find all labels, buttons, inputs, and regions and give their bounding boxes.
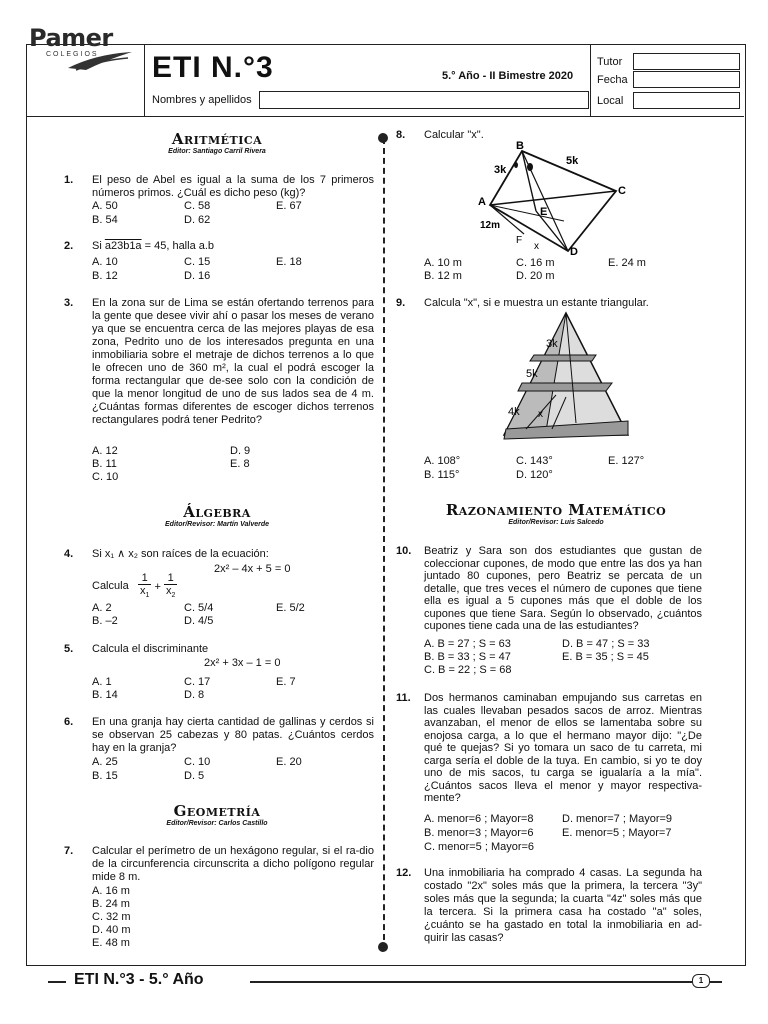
option[interactable]: E. 67 — [276, 200, 302, 212]
equation: 2x² + 3x – 1 = 0 — [204, 657, 281, 669]
equation: 2x² – 4x + 5 = 0 — [214, 563, 291, 575]
option[interactable]: C. 15 — [184, 256, 211, 268]
option[interactable]: E. 20 — [276, 756, 302, 768]
section-algebra — [52, 503, 382, 529]
question-text: Calcular el perímetro de un hexágono regular, si el ra-dio de la circunferencia circunscrita a dicho polígono regular mide 8 m. — [92, 845, 374, 884]
fraction-expr: $\frac{1}{x_1} + \frac{1}{x_2}$ — [138, 572, 177, 602]
option[interactable]: E. 48 m — [92, 937, 130, 949]
label-c: C — [618, 185, 626, 197]
option[interactable]: A. 25 — [92, 756, 118, 768]
label-x: x — [534, 241, 539, 252]
calc-label: Calcula — [92, 580, 129, 592]
label-12m: 12m — [480, 220, 501, 231]
section-geometria — [52, 802, 382, 828]
section-editor: Editor/Revisor: Carlos Castillo — [166, 820, 268, 827]
question-number: 3. — [64, 297, 74, 309]
label-a: A — [478, 196, 486, 208]
option[interactable]: D. 120° — [516, 469, 553, 481]
question-number: 12. — [396, 867, 412, 879]
question-text: Beatriz y Sara son dos estudiantes que gustan de coleccionar cupones, de modo que entre las dos ya han juntado 80 cupones, pero Beatriz se percata de un detalle, que tres veces el número de cupones que tiene ella es igual a 5 cupones más que el doble de los cupones que tiene Sara. Según lo observado, ¿cuántos cupones tiene cada una de las estudiantes? — [424, 545, 702, 632]
question-number: 9. — [396, 297, 406, 309]
option[interactable]: A. 2 — [92, 602, 112, 614]
option[interactable]: C. 16 m — [516, 257, 555, 269]
label-x: x — [538, 409, 543, 420]
page-title: ETI N.°3 — [152, 51, 274, 84]
question-number: 4. — [64, 548, 74, 560]
label-5k: 5k — [566, 155, 579, 167]
option[interactable]: D. menor=7 ; Mayor=9 — [562, 813, 673, 825]
logo-subtitle: COLEGIOS — [46, 51, 99, 58]
footer-rule-right — [710, 981, 722, 983]
question-number: 5. — [64, 643, 74, 655]
label-b: B — [516, 140, 524, 152]
section-editor: Editor/Revisor: Luis Salcedo — [508, 519, 604, 526]
question-text: Si x₁ ∧ x₂ son raíces de la ecuación: — [92, 548, 269, 560]
grade-label: 5.° Año - II Bimestre 2020 — [442, 70, 574, 82]
column-divider — [383, 138, 385, 950]
footer-title: ETI N.°3 - 5.° Año — [74, 971, 204, 988]
option[interactable]: D. 20 m — [516, 270, 555, 282]
option[interactable]: A. 10 — [92, 256, 118, 268]
option[interactable]: C. 58 — [184, 200, 211, 212]
option[interactable]: A. 16 m — [92, 885, 130, 897]
option[interactable]: E. B = 35 ; S = 45 — [562, 651, 649, 663]
option[interactable]: C. 5/4 — [184, 602, 214, 614]
option[interactable]: E. 24 m — [608, 257, 646, 269]
section-title: Geometría — [173, 802, 261, 820]
footer-rule — [250, 981, 692, 983]
option[interactable]: C. 10 — [92, 471, 119, 483]
option[interactable]: B. –2 — [92, 615, 118, 627]
tutor-label: Tutor — [597, 56, 623, 68]
page-number: 1 — [692, 974, 710, 988]
option[interactable]: C. 32 m — [92, 911, 131, 923]
option[interactable]: E. 8 — [230, 458, 250, 470]
section-editor: Editor/Revisor: Martín Valverde — [165, 521, 269, 528]
question-number: 2. — [64, 240, 74, 252]
question-text: En una granja hay cierta cantidad de gallinas y cerdos si se observan 25 cabezas y 80 patas. ¿Cuántos cerdos hay en la granja? — [92, 716, 374, 755]
option[interactable]: E. 5/2 — [276, 602, 305, 614]
option[interactable]: A. 108° — [424, 455, 461, 467]
question-text: En la zona sur de Lima se están ofertando terrenos para la gente que desee vivir ahí o pasar los meses de verano ya que se encuentra cerca de las mejores playas de esa zona, Pedrito uno de los interesados pregunta en una inmobiliaria sobre el metraje de dichos terrenos a lo que le ofrecen uno de 360 m², la cual el podrá escoger la forma rectangular que de-see solo con la condición de que la menor longitud de uno de sus lados sea de 4 m. ¿Cuántas formas diferentes de escoger dichos terrenos rectangulares podrá tener Pedrito? — [92, 297, 374, 426]
numeral: a23b1a — [104, 240, 142, 252]
question-text: Calcula el discriminante — [92, 643, 209, 655]
question-number: 7. — [64, 845, 74, 857]
fecha-field[interactable] — [633, 71, 740, 88]
option[interactable]: E. 18 — [276, 256, 302, 268]
option[interactable]: D. 16 — [184, 270, 211, 282]
option[interactable]: D. 9 — [230, 445, 251, 457]
fecha-label: Fecha — [597, 74, 628, 86]
text-suffix: = 45, halla a.b — [141, 240, 215, 252]
label-e: E — [540, 206, 548, 218]
label-3k: 3k — [546, 338, 558, 350]
option[interactable]: C. 10 — [184, 756, 211, 768]
label-f: F — [516, 235, 523, 246]
option[interactable]: B. 54 — [92, 214, 118, 226]
option[interactable]: B. 115° — [424, 469, 460, 481]
question-text: El peso de Abel es igual a la suma de los 7 primeros números primos. ¿Cuál es dicho peso (kg)? — [92, 174, 374, 200]
option[interactable]: D. 62 — [184, 214, 211, 226]
option[interactable]: A. 1 — [92, 676, 112, 688]
section-razonamiento — [386, 501, 726, 527]
section-title: Razonamiento Matemático — [445, 501, 667, 519]
logo-word: Pamer — [29, 24, 113, 52]
label-4k: 4k — [508, 406, 520, 418]
question-number: 11. — [396, 692, 411, 704]
divider-dot-bottom — [378, 942, 388, 952]
option[interactable]: B. 12 m — [424, 270, 462, 282]
label-d: D — [570, 246, 578, 257]
option[interactable]: B. 11 — [92, 458, 117, 470]
question-number: 1. — [64, 174, 74, 186]
option[interactable]: B. 15 — [92, 770, 118, 782]
names-label: Nombres y apellidos — [152, 94, 252, 106]
section-editor: Editor: Santiago Carril Rivera — [168, 148, 266, 155]
option[interactable]: C. B = 22 ; S = 68 — [424, 664, 512, 676]
question-text: Calcular "x". — [424, 129, 484, 141]
label-5k: 5k — [526, 368, 538, 380]
triangular-shelf-figure — [496, 311, 636, 443]
option[interactable]: C. 143° — [516, 455, 553, 467]
question-text: Calcula "x", si e muestra un estante triangular. — [424, 297, 649, 309]
option[interactable]: B. B = 33 ; S = 47 — [424, 651, 511, 663]
question-number: 8. — [396, 129, 406, 141]
option[interactable]: C. 17 — [184, 676, 211, 688]
local-label: Local — [597, 95, 624, 107]
option[interactable]: D. 5 — [184, 770, 205, 782]
question-number: 6. — [64, 716, 74, 728]
option[interactable]: D. 4/5 — [184, 615, 214, 627]
option[interactable]: E. menor=5 ; Mayor=7 — [562, 827, 672, 839]
option[interactable]: E. 7 — [276, 676, 296, 688]
local-field[interactable] — [633, 92, 740, 109]
option[interactable]: A. 10 m — [424, 257, 462, 269]
option[interactable]: B. 14 — [92, 689, 118, 701]
option[interactable]: E. 127° — [608, 455, 645, 467]
option[interactable]: D. B = 47 ; S = 33 — [562, 638, 650, 650]
option[interactable]: A. 12 — [92, 445, 118, 457]
option[interactable]: C. menor=5 ; Mayor=6 — [424, 841, 535, 853]
option[interactable]: A. B = 27 ; S = 63 — [424, 638, 511, 650]
tutor-field[interactable] — [633, 53, 740, 70]
footer-rule-left — [48, 981, 66, 983]
option[interactable]: A. 50 — [92, 200, 118, 212]
question-number: 10. — [396, 545, 412, 557]
question-text — [92, 240, 374, 253]
section-aritmetica — [52, 130, 382, 156]
question-text: Una inmobiliaria ha comprado 4 casas. La segunda ha costado "2x" soles más que la primera, la tercera "3y" soles más que la segunda; la cuarta "4z" soles más que la tercera. Si la primera casa ha costado "a" soles, ¿cuánto se ha gastado en total la inmobiliaria en ad-quirir las casas? — [424, 867, 702, 944]
section-title: Aritmética — [171, 130, 263, 148]
option[interactable]: D. 40 m — [92, 924, 131, 936]
label-3k: 3k — [494, 164, 507, 176]
option[interactable]: B. menor=3 ; Mayor=6 — [424, 827, 534, 839]
quadrilateral-figure — [476, 139, 646, 257]
option[interactable]: A. menor=6 ; Mayor=8 — [424, 813, 534, 825]
text-prefix: Si — [92, 240, 105, 252]
section-title: Álgebra — [183, 503, 251, 521]
question-text: Dos hermanos caminaban empujando sus carretas en las cuales llevaban pesados sacos de arroz. Mientras avanzaban, el menor de ellos se lamentaba sobre su enojosa carga, a lo que el hermano mayor dijo: "¿De qué te quejas? Si yo tomara un saco de tu carreta, mi carga sería el doble de la tuya. En cambio, si yo te doy uno de mis sacos, tu carga se igualaría a la mía". ¿Cuántos sacos lleva el menor y mayor respectiva-mente? — [424, 692, 702, 804]
names-field[interactable] — [259, 91, 589, 109]
option[interactable]: B. 24 m — [92, 898, 130, 910]
option[interactable]: B. 12 — [92, 270, 118, 282]
option[interactable]: D. 8 — [184, 689, 205, 701]
